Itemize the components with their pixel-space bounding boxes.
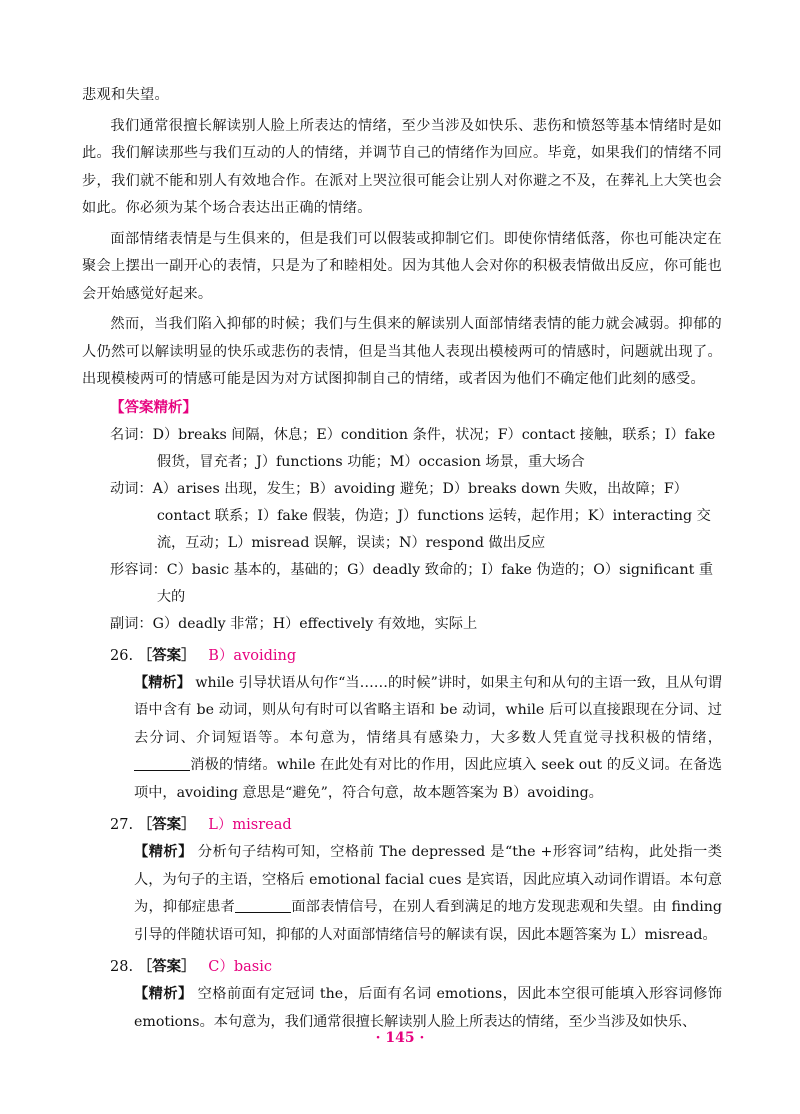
question-number: 27.	[110, 817, 134, 833]
vocab-adjectives: 形容词：C）basic 基本的，基础的；G）deadly 致命的；I）fake 伪造的；O）significant 重大的	[110, 561, 714, 605]
question-28	[110, 953, 722, 1036]
question-number: 28.	[110, 959, 134, 975]
blank-line	[235, 898, 291, 913]
translation-section	[82, 82, 722, 394]
page-content	[82, 82, 722, 1036]
analysis-heading: 【答案精析】	[110, 398, 197, 416]
question-analysis	[134, 670, 722, 808]
analysis-text: 消极的情绪。while 在此处有对比的作用，因此应填入 seek out 的反义词。在备选项中，avoiding 意思是“避免”，符合句意，故本题答案为 B）avoiding。	[134, 757, 722, 801]
vocabulary-list	[110, 422, 722, 638]
blank-line	[134, 756, 190, 771]
question-number: 26.	[110, 647, 134, 664]
analysis-text: 空格前面有定冠词 the，后面有名词 emotions，因此本空很可能填入形容词修饰 emotions。本句意为，我们通常很擅长解读别人脸上所表达的情绪，至少当涉及如快乐、	[134, 986, 722, 1030]
question-analysis	[134, 839, 722, 949]
vocab-adverbs: 副词：G）deadly 非常；H）effectively 有效地，实际上	[110, 615, 478, 632]
answer-value: L）misread	[208, 817, 292, 833]
question-header	[110, 953, 722, 981]
analysis-text: 面部表情信号，在别人看到满足的地方发现悲观和失望。由 finding 引导的伴随状语可知，抑郁的人对面部情绪信号的解读有误，因此本题答案为 L）misread。	[134, 899, 722, 943]
analysis-text: 分析句子结构可知，空格前 The depressed 是“the +形容词”结构，此处指一类人，为句子的主语，空格后 emotional facial cues 是宾语，因此应填入动词作谓语。本句意为，抑郁症患者	[134, 844, 722, 915]
translation-paragraph: 然而，当我们陷入抑郁的时候；我们与生俱来的解读别人面部情绪表情的能力就会减弱。抑郁的人仍然可以解读明显的快乐或悲伤的表情，但是当其他人表现出模棱两可的情感时，问题就出现了。出现模棱两可的情感可能是因为对方试图抑制自己的情绪，或者因为他们不确定他们此刻的感受。	[82, 316, 722, 387]
analysis-text: while 引导状语从句作“当……的时候”讲时，如果主句和从句的主语一致，且从句谓语中含有 be 动词，则从句有时可以省略主语和 be 动词，while 后可以直接跟现在分词、过去分词、介词短语等。本句意为，情绪具有感染力，大多数人凭直觉寻找积极的情绪，	[134, 674, 722, 746]
question-header	[110, 642, 722, 670]
translation-paragraph: 面部情绪表情是与生俱来的，但是我们可以假装或抑制它们。即使你情绪低落，你也可能决定在聚会上摆出一副开心的表情，只是为了和睦相处。因为其他人会对你的积极表情做出反应，你可能也会开始感觉好起来。	[82, 230, 722, 302]
page-number: · 145 ·	[375, 1030, 425, 1046]
analysis-tag: 【精析】	[134, 674, 191, 691]
vocab-verbs: 动词：A）arises 出现，发生；B）avoiding 避免；D）breaks down 失败，出故障；F）contact 联系；I）fake 假装，伪造；J）functions 运转，起作用；K）interacting 交流，互动；L）misread 误解，误读；N）respond 做出反应	[110, 480, 711, 551]
answer-tag: ［答案］	[137, 646, 196, 664]
translation-paragraph: 悲观和失望。	[82, 87, 169, 103]
answer-tag: ［答案］	[137, 816, 196, 833]
question-header	[110, 811, 722, 839]
analysis-tag: 【精析】	[134, 986, 193, 1002]
question-26	[110, 642, 722, 808]
analysis-tag: 【精析】	[134, 844, 193, 860]
translation-paragraph: 我们通常很擅长解读别人脸上所表达的情绪，至少当涉及如快乐、悲伤和愤怒等基本情绪时是如此。我们解读那些与我们互动的人的情绪，并调节自己的情绪作为回应。毕竟，如果我们的情绪不同步，我们就不能和别人有效地合作。在派对上哭泣很可能会让别人对你避之不及，在葬礼上大笑也会如此。你必须为某个场合表达出正确的情绪。	[82, 117, 722, 216]
answer-value: B）avoiding	[208, 647, 297, 664]
vocab-nouns: 名词：D）breaks 间隔，休息；E）condition 条件，状况；F）contact 接触，联系；I）fake 假货，冒充者；J）functions 功能；M）occasion 场景，重大场合	[110, 426, 716, 470]
question-analysis	[134, 981, 722, 1036]
answer-value: C）basic	[208, 959, 273, 975]
question-27	[110, 811, 722, 949]
answer-tag: ［答案］	[137, 958, 196, 975]
